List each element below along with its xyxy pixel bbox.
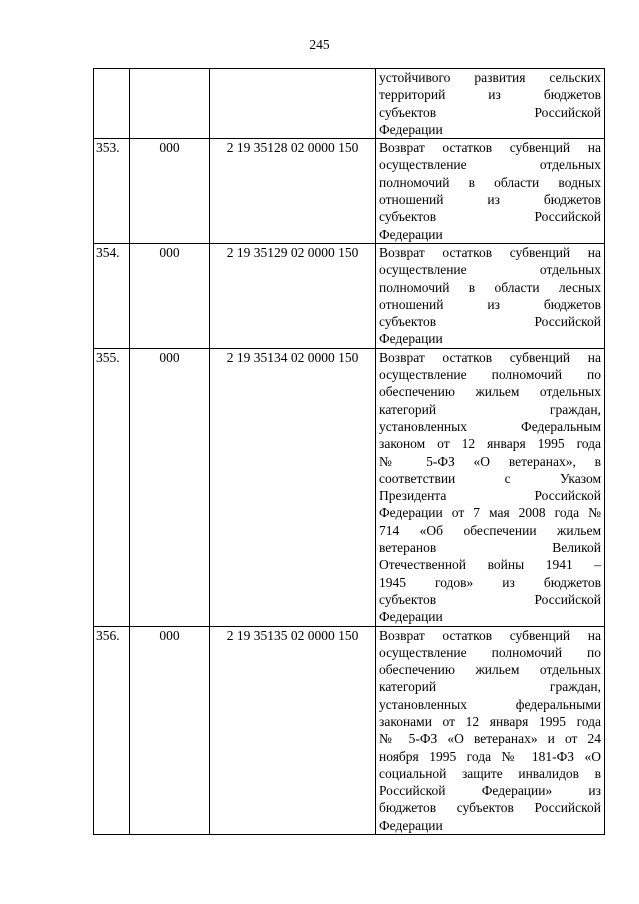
- description-line: № 5-ФЗ «О ветеранах» и от 24: [379, 731, 601, 747]
- description-line: Президента Российской: [379, 488, 601, 504]
- description-line: Возврат остатков субвенций на: [379, 244, 601, 260]
- income-description: [376, 243, 605, 348]
- income-description: [376, 69, 605, 139]
- budget-classification-code: 2 19 35135 02 0000 150: [210, 626, 376, 835]
- page-number: 245: [309, 37, 330, 52]
- description-line: 1945 годов» из бюджетов: [379, 574, 601, 590]
- description-line: соответствии с Указом: [379, 470, 601, 486]
- description-line: субъектов Российской: [379, 314, 601, 330]
- admin-code: 000: [130, 348, 210, 626]
- budget-codes-table: [93, 68, 605, 835]
- description-line: категорий граждан,: [379, 679, 601, 695]
- description-line: субъектов Российской: [379, 209, 601, 225]
- row-number: 356.: [94, 626, 130, 835]
- description-line: осуществление полномочий по: [379, 367, 601, 383]
- table-row: [94, 243, 605, 348]
- description-line: установленных федеральными: [379, 696, 601, 712]
- description-line: Федерации: [379, 226, 443, 242]
- description-line: осуществление отдельных: [379, 157, 601, 173]
- description-line: устойчивого развития сельских: [379, 70, 601, 85]
- budget-classification-code: 2 19 35128 02 0000 150: [210, 139, 376, 244]
- table-row: [94, 139, 605, 244]
- description-line: обеспечению жильем отдельных: [379, 662, 601, 678]
- description-line: отношений из бюджетов: [379, 296, 601, 312]
- description-line: осуществление полномочий по: [379, 644, 601, 660]
- description-line: категорий граждан,: [379, 401, 601, 417]
- description-line: субъектов Российской: [379, 104, 601, 120]
- description-line: 714 «Об обеспечении жильем: [379, 522, 601, 538]
- income-description: [376, 139, 605, 244]
- description-line: ноября 1995 года № 181-ФЗ «О: [379, 748, 601, 764]
- description-line: законом от 12 января 1995 года: [379, 436, 601, 452]
- row-number: 353.: [94, 139, 130, 244]
- row-number: [94, 69, 130, 139]
- row-number: 354.: [94, 243, 130, 348]
- description-line: Федерации: [379, 331, 443, 347]
- description-line: Отечественной войны 1941 –: [379, 557, 601, 573]
- table-row: [94, 69, 605, 139]
- description-line: Возврат остатков субвенций на: [379, 349, 601, 365]
- description-line: Российской Федерации» из: [379, 783, 601, 799]
- description-line: осуществление отдельных: [379, 262, 601, 278]
- budget-classification-code: 2 19 35134 02 0000 150: [210, 348, 376, 626]
- description-line: отношений из бюджетов: [379, 192, 601, 208]
- admin-code: 000: [130, 243, 210, 348]
- admin-code: [130, 69, 210, 139]
- description-line: субъектов Российской: [379, 591, 601, 607]
- description-line: № 5-ФЗ «О ветеранах», в: [379, 453, 601, 469]
- income-description: [376, 348, 605, 626]
- admin-code: 000: [130, 626, 210, 835]
- row-number: 355.: [94, 348, 130, 626]
- description-line: законами от 12 января 1995 года: [379, 713, 601, 729]
- description-line: полномочий в области лесных: [379, 279, 601, 295]
- description-line: Федерации от 7 мая 2008 года №: [379, 505, 601, 521]
- table-row: [94, 626, 605, 835]
- description-line: полномочий в области водных: [379, 174, 601, 190]
- description-line: Федерации: [379, 609, 443, 625]
- description-line: ветеранов Великой: [379, 540, 601, 556]
- description-line: Возврат остатков субвенций на: [379, 627, 601, 643]
- table-row: [94, 348, 605, 626]
- description-line: территорий из бюджетов: [379, 87, 601, 103]
- description-line: бюджетов субъектов Российской: [379, 800, 601, 816]
- description-line: Возврат остатков субвенций на: [379, 140, 601, 156]
- description-line: Федерации: [379, 121, 443, 137]
- budget-classification-code: 2 19 35129 02 0000 150: [210, 243, 376, 348]
- admin-code: 000: [130, 139, 210, 244]
- description-line: социальной защите инвалидов в: [379, 765, 601, 781]
- budget-classification-code: [210, 69, 376, 139]
- income-description: [376, 626, 605, 835]
- description-line: обеспечению жильем отдельных: [379, 384, 601, 400]
- description-line: установленных Федеральным: [379, 418, 601, 434]
- description-line: Федерации: [379, 817, 443, 833]
